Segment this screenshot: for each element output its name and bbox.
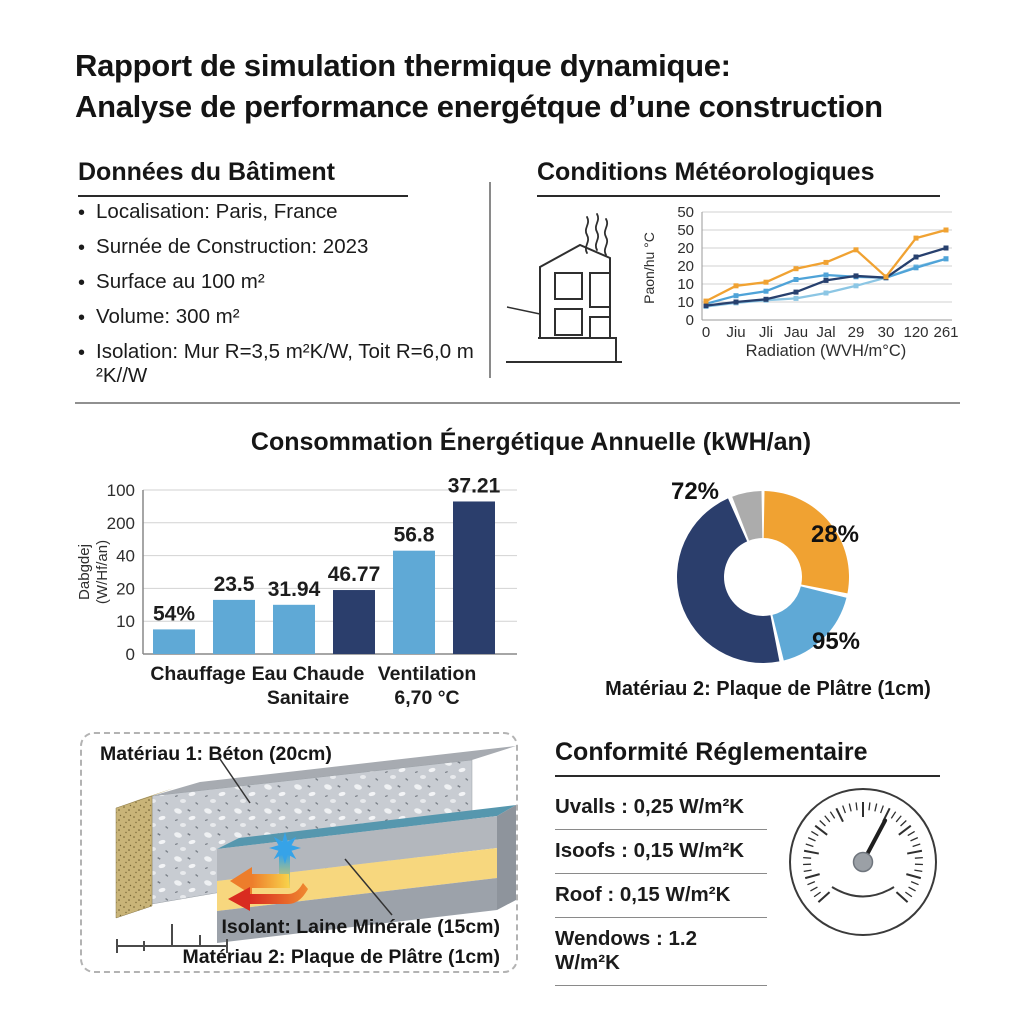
svg-text:261: 261 (933, 324, 959, 341)
svg-text:20: 20 (116, 579, 135, 599)
svg-text:50: 50 (677, 204, 694, 221)
bullet-icon: • (78, 237, 86, 259)
end-face (497, 805, 516, 910)
svg-text:31.94: 31.94 (267, 577, 321, 601)
building-data-item (78, 200, 498, 227)
svg-text:Jau: Jau (783, 324, 809, 341)
svg-text:20: 20 (677, 258, 694, 275)
svg-text:10: 10 (116, 612, 135, 632)
bullet-icon: • (78, 202, 86, 224)
svg-text:Dabgdej: Dabgdej (76, 544, 93, 600)
svg-text:0: 0 (701, 324, 711, 341)
svg-text:Ventilation: Ventilation (377, 663, 477, 685)
wall-label-material1: Matériau 1: Béton (20cm) (100, 743, 332, 765)
building-data-text: Localisation: Paris, France (96, 200, 338, 223)
building-data-item (78, 305, 498, 332)
wall-labels-bottom (182, 912, 500, 972)
svg-text:200: 200 (106, 513, 135, 533)
building-data-item (78, 270, 498, 297)
cold-star-icon (269, 832, 301, 864)
donut-label-skyblue: 95% (811, 628, 861, 655)
weather-line-chart (640, 196, 970, 371)
page-title-line2: Analyse de performance energétque d’une construction (75, 88, 883, 124)
svg-text:46.77: 46.77 (327, 563, 381, 587)
compliance-row: Roof : 0,15 W/m²K (555, 874, 767, 918)
building-data-text: Surnée de Construction: 2023 (96, 235, 369, 258)
heat-arrow-body (252, 874, 289, 888)
svg-text:0: 0 (125, 645, 135, 664)
donut-label-gray: 72% (670, 478, 720, 505)
svg-text:40: 40 (116, 546, 135, 566)
building-data-heading: Données du Bâtiment (78, 158, 408, 197)
building-data-item (78, 340, 498, 388)
svg-text:Jli: Jli (758, 324, 774, 341)
gauge-icon (785, 782, 941, 938)
svg-text:6,70 °C: 6,70 °C (394, 687, 460, 709)
svg-text:23.5: 23.5 (213, 572, 255, 596)
svg-text:54%: 54% (152, 602, 196, 626)
page-title-line1: Rapport de simulation thermique dynamique: (75, 48, 731, 83)
svg-text:0: 0 (685, 312, 694, 329)
wall-label-insulation: Isolant: Laine Minérale (15cm) (221, 916, 500, 938)
vertical-divider (489, 182, 491, 378)
svg-text:Chauffage: Chauffage (150, 663, 246, 685)
svg-text:10: 10 (677, 294, 694, 311)
building-data-text: Volume: 300 m² (96, 305, 240, 328)
svg-text:50: 50 (677, 222, 694, 239)
section-divider (75, 402, 960, 404)
wall-label-material2: Matériau 2: Plaque de Plâtre (1cm) (182, 946, 500, 968)
svg-text:Radiation (WVH/m°C): Radiation (WVH/m°C) (745, 342, 907, 360)
compliance-table (555, 786, 767, 986)
compliance-heading: Conformité Réglementaire (555, 738, 940, 777)
svg-text:Eau Chaude: Eau Chaude (251, 663, 365, 685)
bullet-icon: • (78, 307, 86, 329)
donut-label-orange: 28% (810, 521, 860, 548)
svg-text:37.21: 37.21 (447, 474, 501, 498)
svg-text:Jal: Jal (816, 324, 836, 341)
svg-text:10: 10 (677, 276, 694, 293)
svg-text:Sanitaire: Sanitaire (266, 687, 350, 709)
svg-text:56.8: 56.8 (393, 523, 435, 547)
svg-text:120: 120 (903, 324, 929, 341)
consumption-bar-chart (75, 468, 530, 718)
svg-text:Paon/hu °C: Paon/hu °C (641, 232, 657, 304)
svg-text:Jiu: Jiu (726, 324, 746, 341)
page-title (75, 46, 955, 128)
svg-text:(W/Hf/an): (W/Hf/an) (94, 539, 111, 605)
compliance-row: Uvalls : 0,25 W/m²K (555, 786, 767, 830)
building-data-list (78, 200, 498, 396)
building-data-text: Surface au 100 m² (96, 270, 265, 293)
building-data-item (78, 235, 498, 262)
bullet-icon: • (78, 272, 86, 294)
house-icon (500, 195, 640, 373)
svg-text:30: 30 (877, 324, 895, 341)
svg-text:20: 20 (677, 240, 694, 257)
consumption-heading: Consommation Énergétique Annuelle (kWH/an) (250, 428, 812, 456)
compliance-row: Wendows : 1.2 W/m²K (555, 918, 767, 986)
wall-assembly-panel (80, 732, 518, 973)
svg-text:29: 29 (847, 324, 865, 341)
bullet-icon: • (78, 342, 86, 364)
building-data-text: Isolation: Mur R=3,5 m²K/W, Toit R=6,0 m ²K//W (96, 340, 474, 387)
weather-heading: Conditions Météorologiques (537, 158, 940, 197)
compliance-row: Isoofs : 0,15 W/m²K (555, 830, 767, 874)
svg-text:100: 100 (106, 481, 135, 500)
donut-caption: Matériau 2: Plaque de Plâtre (1cm) (605, 678, 931, 700)
